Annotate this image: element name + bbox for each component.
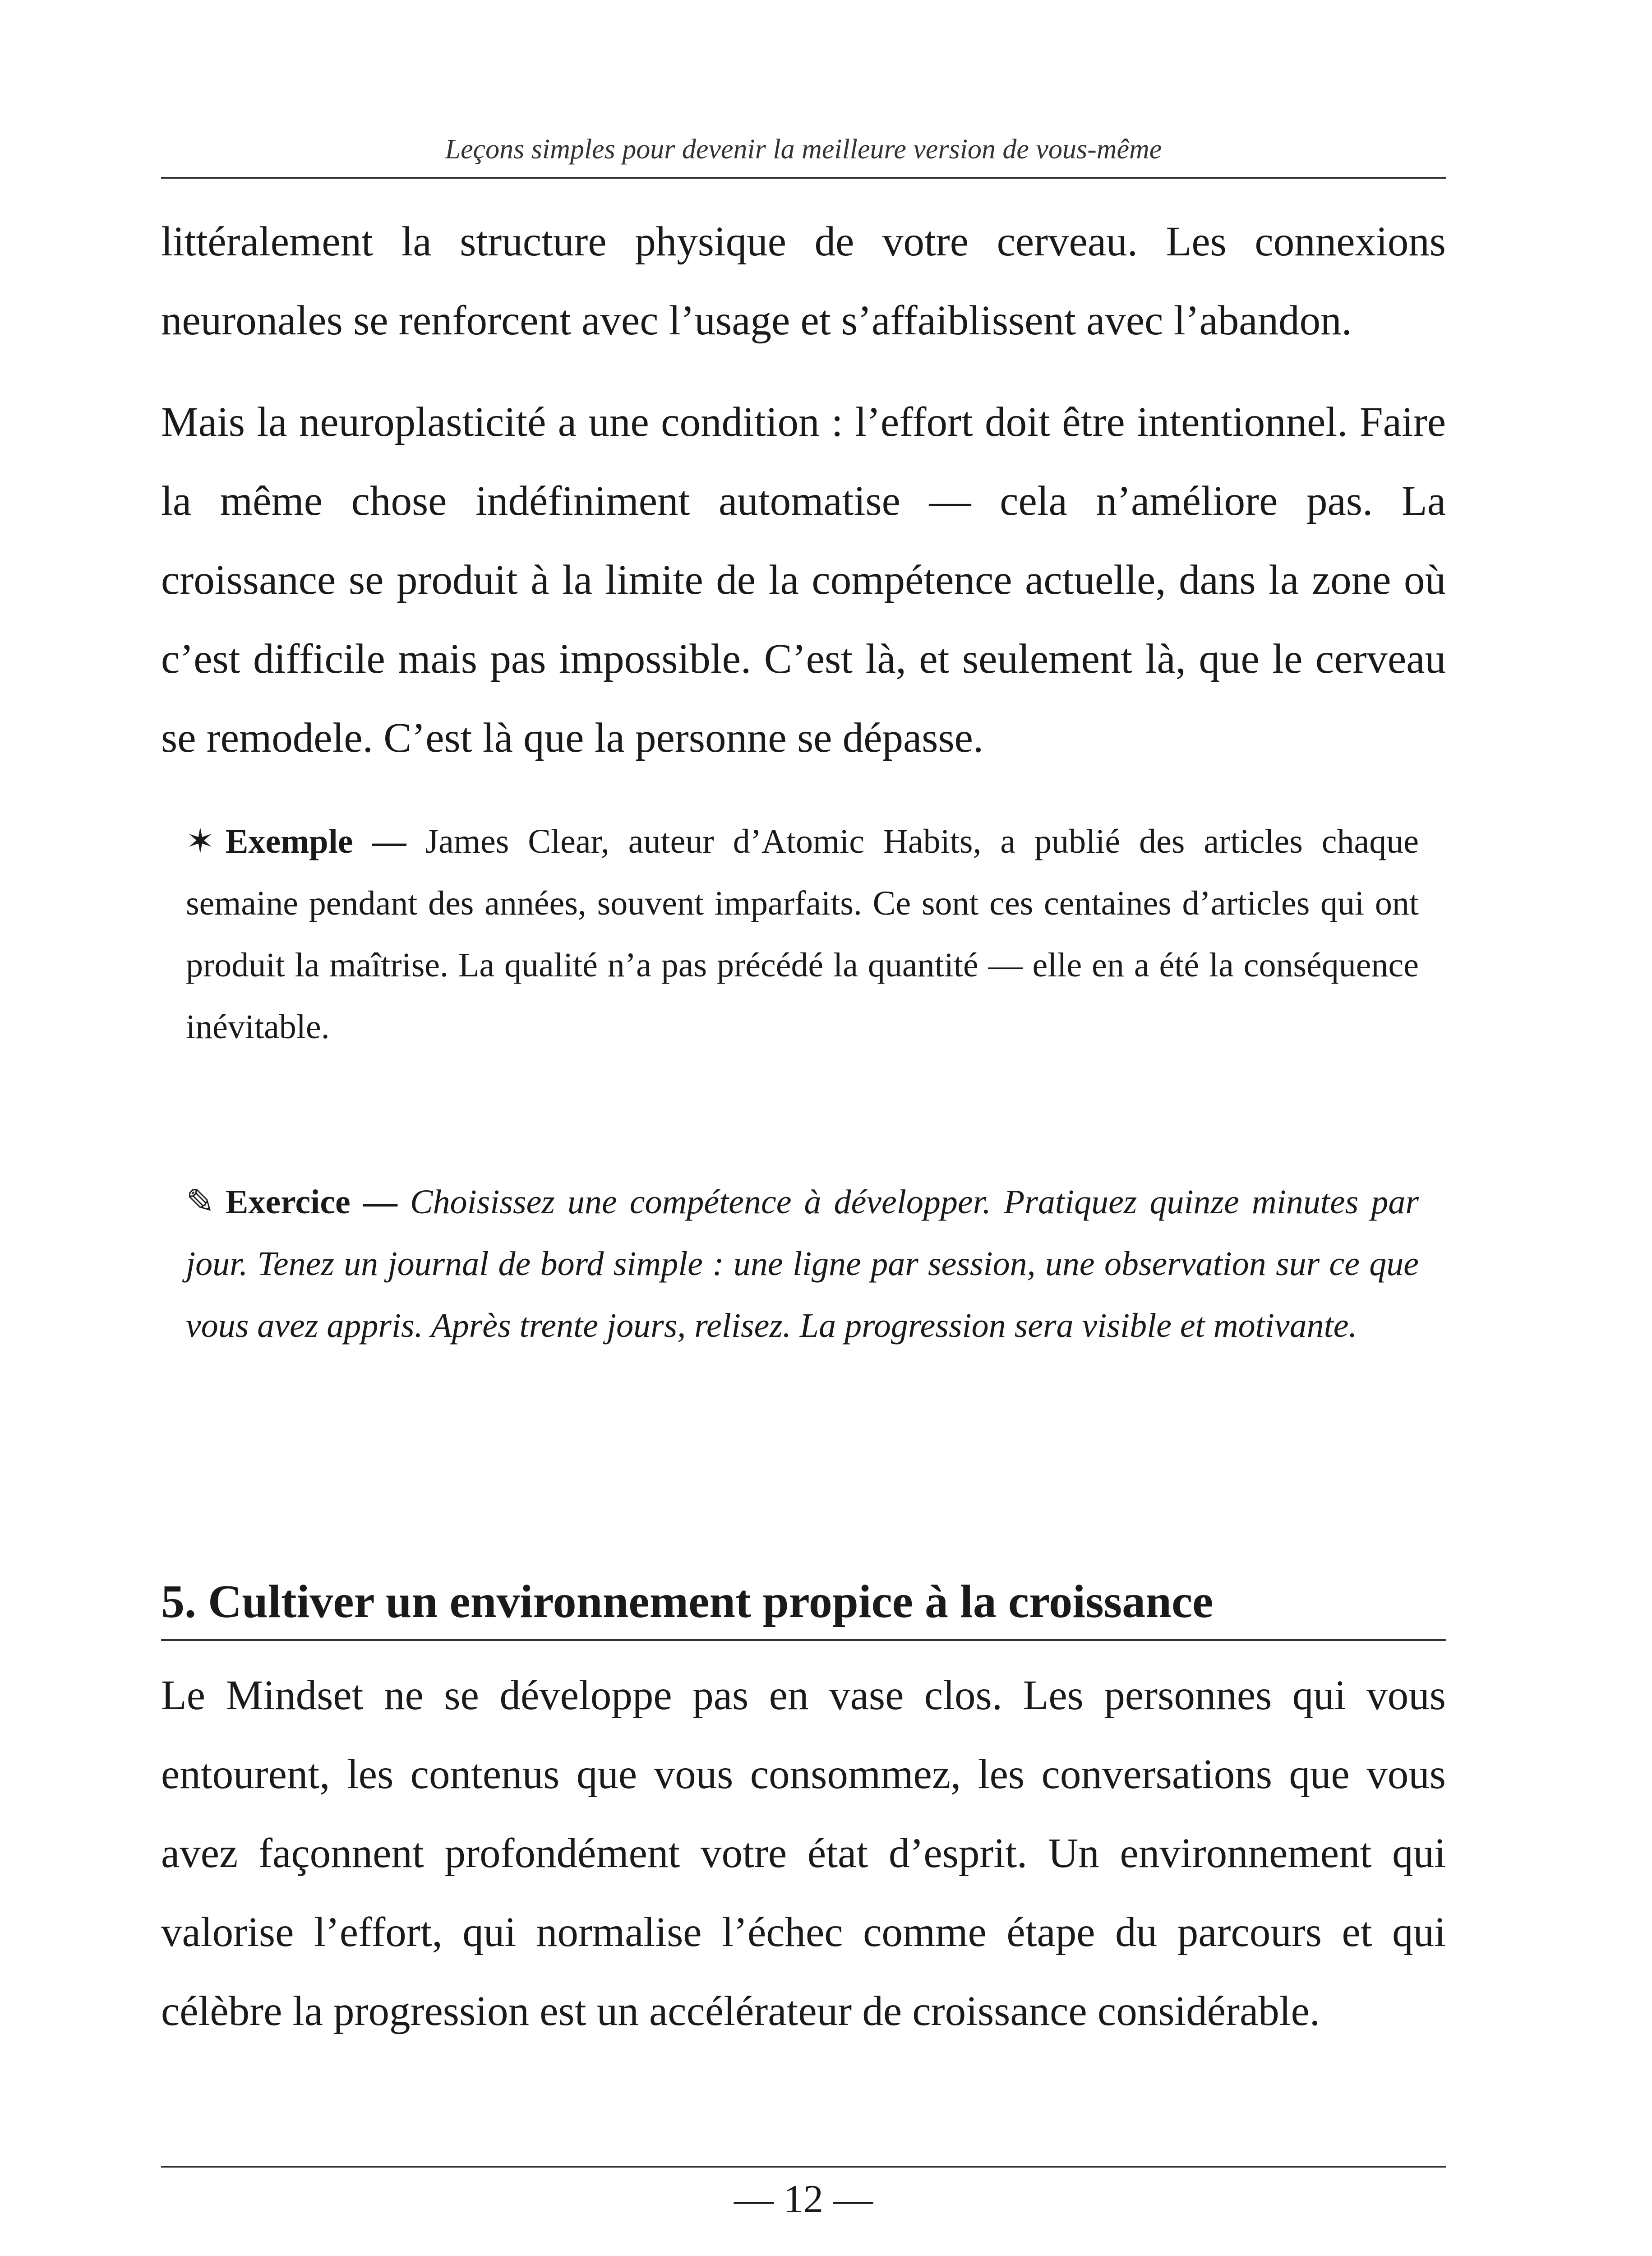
pencil-icon: ✎ [186,1183,215,1221]
example-lead: Exemple — [225,823,406,860]
exercise-text: Choisissez une compétence à développer. Pratiquez quinze minutes par jour. Tenez un journal de bord simple : une ligne par session, une observation sur ce que vous avez appris. Après trente jours, relisez. La progression sera visible et motivante. [186,1183,1419,1345]
section-paragraph: Le Mindset ne se développe pas en vase clos. Les personnes qui vous entourent, les contenus que vous consommez, les conversations que vous avez façonnent profondément votre état d’esprit. Un environnement qui valorise l’effort, qui normalise l’échec comme étape du parcours et qui célèbre la progression est un accélérateur de croissance considérable. [161,1672,1446,2034]
footer-rule [161,2166,1446,2168]
example-callout [186,811,1419,1058]
section-heading-rule [161,1639,1446,1641]
body-paragraph-2: Mais la neuroplasticité a une condition : l’effort doit être intentionnel. Faire la même chose indéfiniment automatise — cela n’améliore pas. La croissance se produit à la limite de la compétence actuelle, dans la zone où c’est difficile mais pas impossible. C’est là, et seulement là, que le cerveau se remodele. C’est là que la personne se dépasse. [161,399,1446,761]
page-number: — 12 — [734,2177,873,2221]
header-rule [161,177,1446,179]
body-paragraph-1: littéralement la structure physique de votre cerveau. Les connexions neuronales se renforcent avec l’usage et s’affaiblissent avec l’abandon. [161,218,1446,344]
exercise-lead: Exercice — [225,1183,397,1221]
exercise-callout [186,1171,1419,1357]
section-heading: 5. Cultiver un environnement propice à la croissance [161,1576,1214,1627]
example-text: James Clear, auteur d’Atomic Habits, a publié des articles chaque semaine pendant des années, souvent imparfaits. Ce sont ces centaines d’articles qui ont produit la maîtrise. La qualité n’a pas précédé la quantité — elle en a été la conséquence inévitable. [186,823,1419,1046]
running-header: Leçons simples pour devenir la meilleure version de vous-même [445,134,1162,165]
star-icon: ✶ [186,823,215,860]
